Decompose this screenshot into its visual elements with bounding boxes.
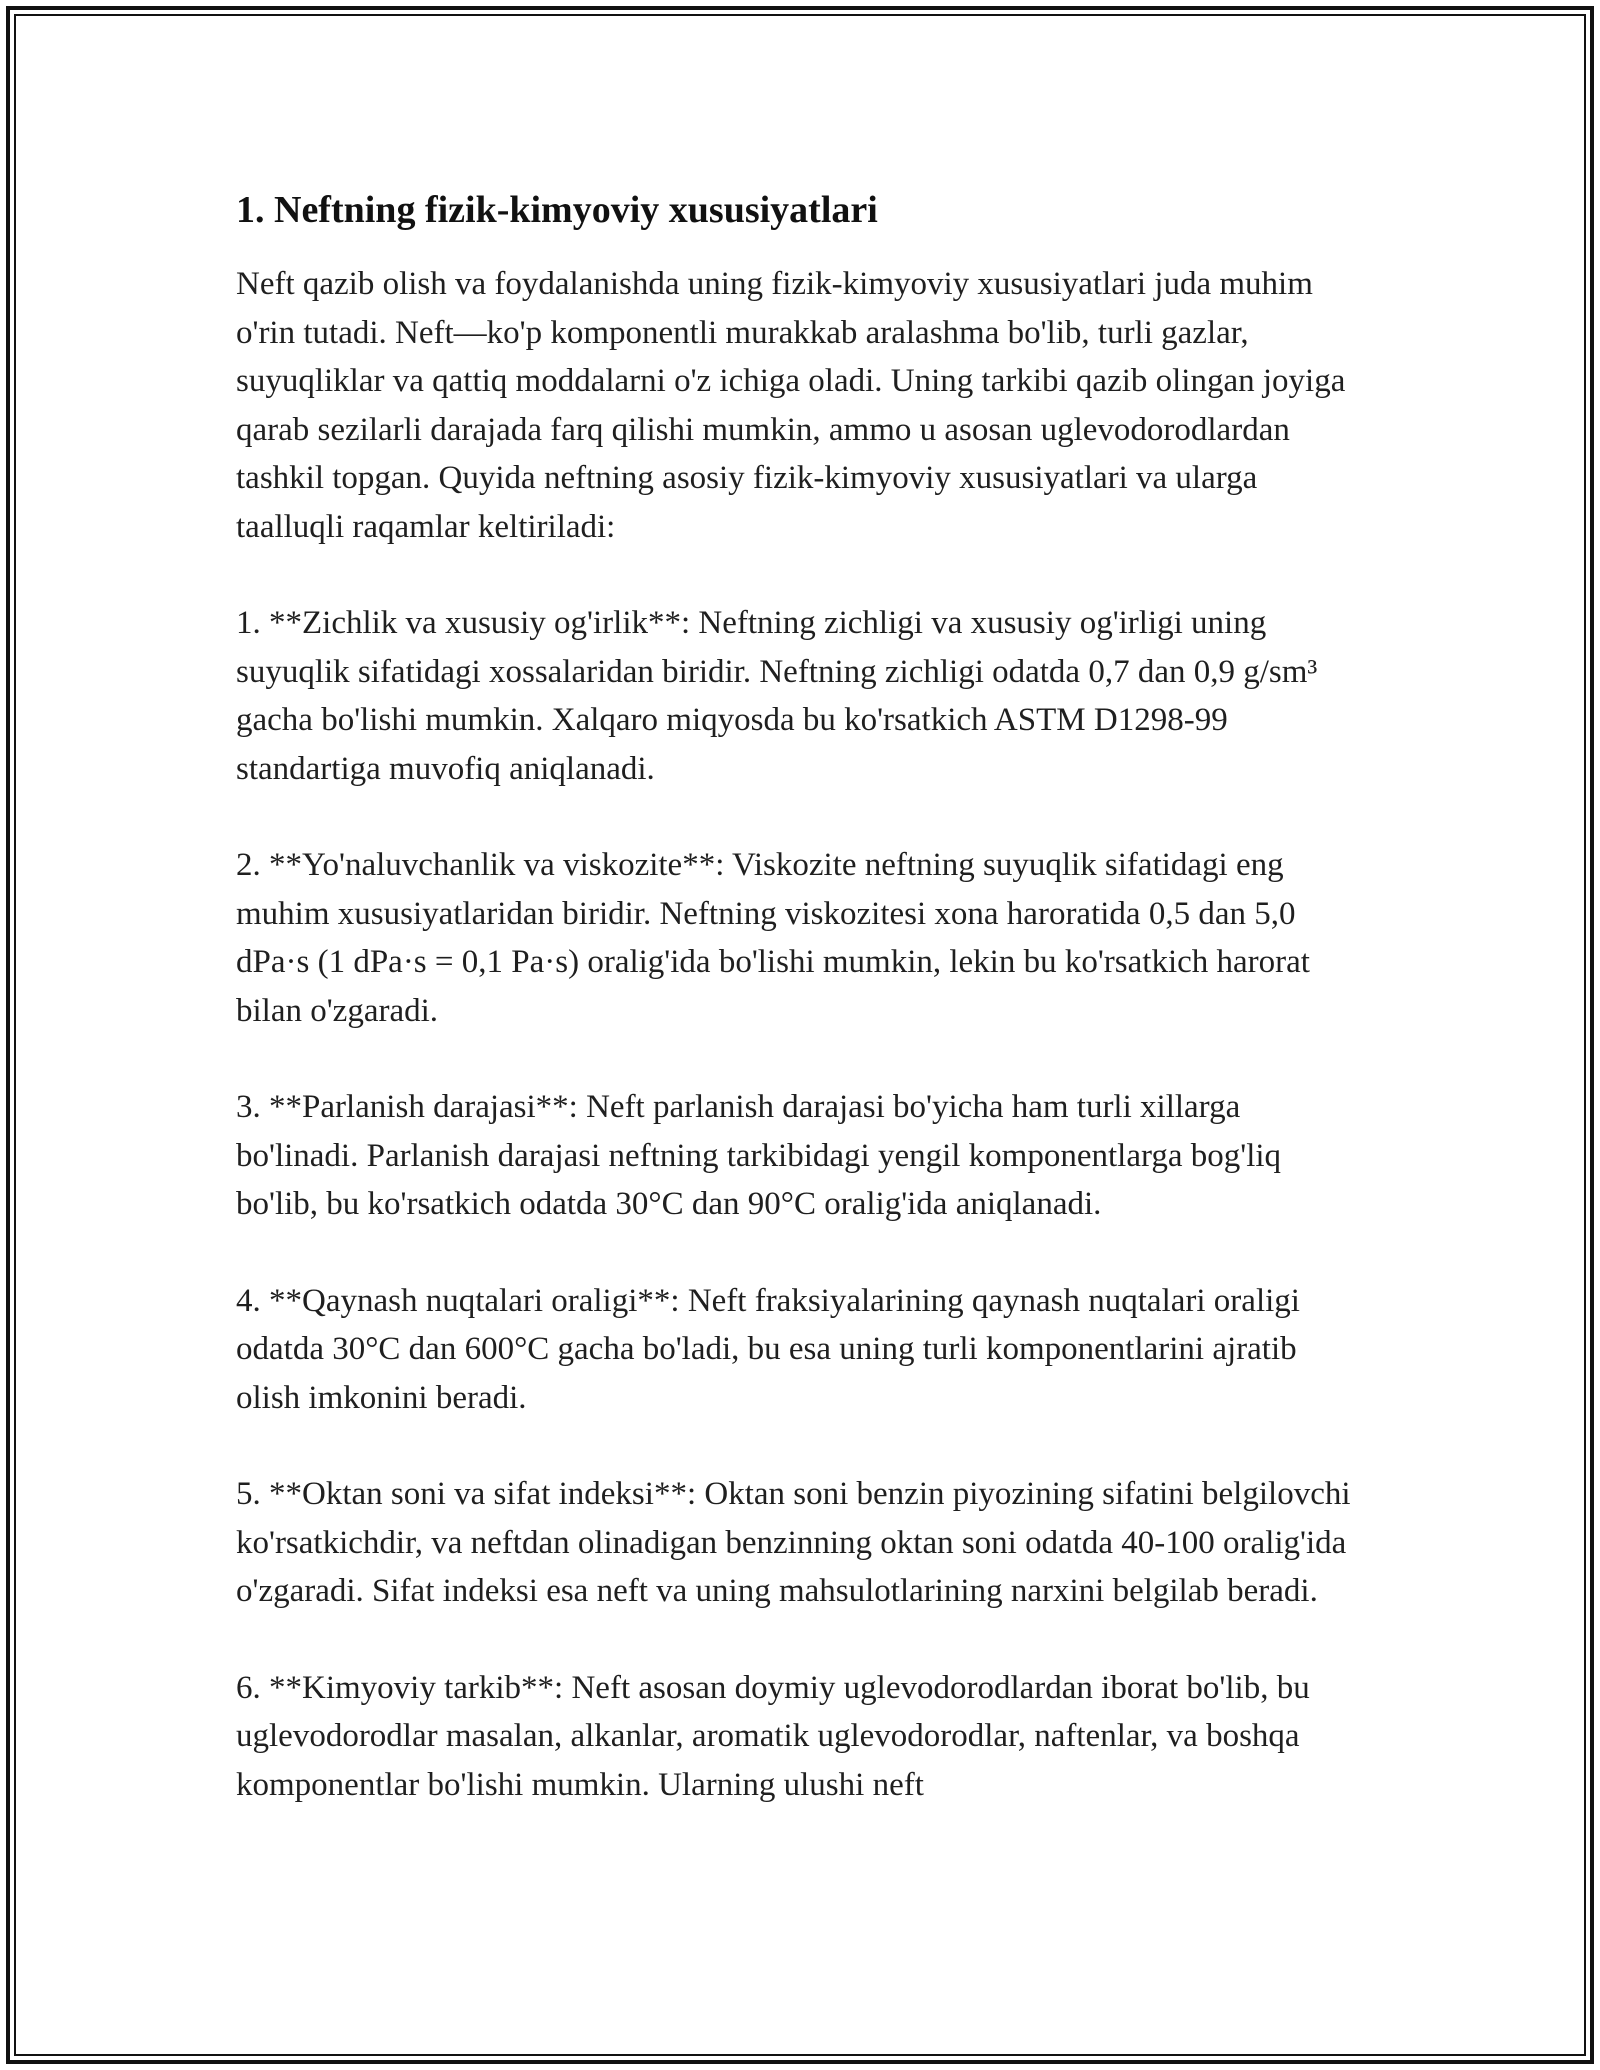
item-boiling-range-paragraph: 4. **Qaynash nuqtalari oraligi**: Neft fraksiyalarining qaynash nuqtalari oraligi odatda 30°C dan 600°C gacha bo'ladi, bu esa uning turli komponentlarini ajratib olish imkonini beradi. xyxy=(236,1282,1300,1416)
intro-paragraph: Neft qazib olish va foydalanishda uning fizik-kimyoviy xususiyatlari juda muhim o'rin tutadi. Neft—ko'p komponentli murakkab aralashma bo'lib, turli gazlar, suyuqliklar va qattiq moddalarni o'z ichiga oladi. Uning tarkibi qazib olingan joyiga qarab sezilarli darajada farq qilishi mumkin, ammo u asosan uglevodorodlardan tashkil topgan. Quyida neftning asosiy fizik-kimyoviy xususiyatlari va ularga taalluqli raqamlar keltiriladi: xyxy=(236,266,1346,545)
item-viscosity-paragraph: 2. **Yo'naluvchanlik va viskozite**: Viskozite neftning suyuqlik sifatidagi eng muhim xususiyatlaridan biridir. Neftning viskozitesi xona haroratida 0,5 dan 5,0 dPa·s (1 dPa·s = 0,1 Pa·s) oralig'ida bo'lishi mumkin, lekin bu ko'rsatkich harorat bilan o'zgaradi. xyxy=(236,847,1310,1029)
document-body xyxy=(236,186,1366,1857)
item-chemical-composition-paragraph: 6. **Kimyoviy tarkib**: Neft asosan doymiy uglevodorodlardan iborat bo'lib, bu uglevodorodlar masalan, alkanlar, aromatik uglevodorodlar, naftenlar, va boshqa komponentlar bo'lishi mumkin. Ularning ulushi neft xyxy=(236,1669,1310,1803)
item-octane-paragraph: 5. **Oktan soni va sifat indeksi**: Oktan soni benzin piyozining sifatini belgilovchi ko'rsatkichdir, va neftdan olinadigan benzinning oktan soni odatda 40-100 oralig'ida o'zgaradi. Sifat indeksi esa neft va uning mahsulotlarining narxini belgilab beradi. xyxy=(236,1476,1351,1609)
section-title: 1. Neftning fizik-kimyoviy xususiyatlari xyxy=(236,189,878,231)
item-evaporation-paragraph: 3. **Parlanish darajasi**: Neft parlanish darajasi bo'yicha ham turli xillarga bo'linadi. Parlanish darajasi neftning tarkibidagi yengil komponentlarga bog'liq bo'lib, bu ko'rsatkich odatda 30°C dan 90°C oralig'ida aniqlanadi. xyxy=(236,1089,1282,1222)
item-density-paragraph: 1. **Zichlik va xususiy og'irlik**: Neftning zichligi va xususiy og'irligi uning suyuqlik sifatidagi xossalaridan biridir. Neftning zichligi odatda 0,7 dan 0,9 g/sm³ gacha bo'lishi mumkin. Xalqaro miqyosda bu ko'rsatkich ASTM D1298-99 standartiga muvofiq aniqlanadi. xyxy=(236,605,1318,787)
